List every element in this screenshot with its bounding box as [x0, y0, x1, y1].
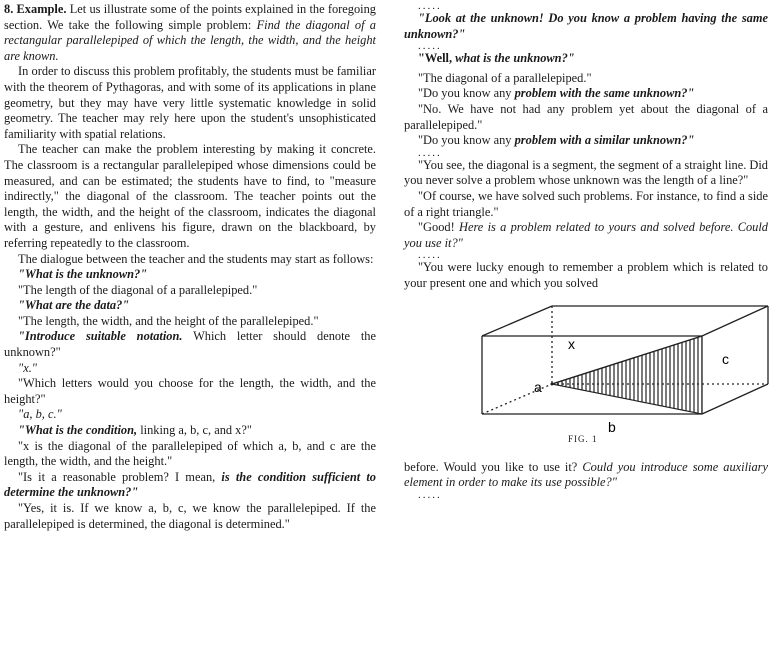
right-column [404, 2, 768, 500]
dialogue-line: "Well, what is the unknown?" [418, 51, 575, 66]
dialogue-line: "The length, the width, and the height of the parallelepiped." [18, 313, 319, 328]
dialogue-line: "You see, the diagonal is a segment, the segment of a straight line. Did you never solve a problem whose unknown was the length of a line?" [404, 157, 768, 188]
left-column [4, 2, 376, 532]
paragraph-dialogue-intro: The dialogue between the teacher and the students may start as follows: [18, 251, 374, 266]
label-a: a [534, 378, 542, 395]
dialogue-line: before. Would you like to use it? Could you introduce some auxiliary element in order to make its use possible?" [404, 459, 768, 490]
ellipsis-divider: ..... [418, 488, 442, 501]
ellipsis-divider: ..... [418, 249, 442, 262]
dialogue-line: "What is the unknown?" [18, 267, 148, 282]
ellipsis-divider: ..... [418, 0, 442, 12]
dialogue-line: "You were lucky enough to remember a problem which is related to your present one and which you solved [404, 260, 768, 290]
paragraph-classroom: The teacher can make the problem interesting by making it concrete. The classroom is a rectangular parallelepiped whose dimensions could be measured, and can be estimated; the students have to find, to "measure indirectly," the diagonal of the classroom. The teacher points out the length, the width, and the height of the classroom, indicates the diagonal with a gesture, and enlivens his figure, drawn on the blackboard, by referring repeatedly to the classroom. [4, 142, 376, 250]
paragraph-example: 8. Example. Let us illustrate some of the points explained in the foregoing section. We take the following simple problem: Find the diagonal of a rectangular parallelepiped of which the length, the width, and the height are known. [4, 2, 376, 63]
box-edge [702, 384, 768, 414]
dialogue-line: "Of course, we have solved such problems. For instance, to find a side of a right triangle." [404, 188, 768, 219]
vertex-point [551, 382, 554, 385]
dialogue-line: "Is it a reasonable problem? I mean, is the condition sufficient to determine the unknown?" [4, 469, 376, 500]
dialogue-line: "Good! Here is a problem related to yours and solved before. Could you use it?" [404, 220, 768, 250]
dialogue-line: "Which letters would you choose for the length, the width, and the height?" [4, 376, 376, 406]
figure-parallelepiped [404, 302, 768, 442]
paragraph-prerequisites: In order to discuss this problem profitably, the students must be familiar with the theorem of Pythagoras, and with some of its applications in plane geometry, but they may have very little systematic knowledge in solid geometry. The teacher may rely here upon the student's unsophisticated familiarity with spatial relations. [4, 64, 376, 141]
dialogue-line: "Do you know any problem with the same unknown?" [418, 86, 695, 101]
label-c: c [722, 350, 729, 367]
dialogue-line: "Yes, it is. If we know a, b, c, we know the parallelepiped. If the parallelepiped is determined, the diagonal is determined." [4, 501, 376, 531]
dialogue-line: "What are the data?" [18, 298, 130, 313]
dialogue-line: "The length of the diagonal of a parallelepiped." [18, 282, 258, 297]
ellipsis-divider: ..... [418, 146, 442, 159]
dialogue-line: "Look at the unknown! Do you know a problem having the same unknown?" [404, 11, 768, 41]
parallelepiped-diagram [472, 304, 772, 432]
dialogue-line: "The diagonal of a parallelepiped." [418, 70, 592, 85]
ellipsis-divider: ..... [418, 40, 442, 53]
dialogue-line: "No. We have not had any problem yet about the diagonal of a parallelepiped." [404, 101, 768, 132]
dialogue-line: "Introduce suitable notation. Which letter should denote the unknown?" [4, 329, 376, 360]
section-heading: 8. Example. [4, 2, 67, 16]
figure-caption: FIG. 1 [568, 433, 598, 444]
dialogue-line: "Do you know any problem with a similar unknown?" [418, 133, 695, 148]
label-x: x [568, 335, 575, 352]
dialogue-line: "What is the condition, linking a, b, c, and x?" [18, 423, 252, 438]
dialogue-line: "x is the diagonal of the parallelepiped of which a, b, and c are the length, the width, and the height." [4, 438, 376, 469]
dialogue-line: "x." [18, 360, 38, 375]
box-edge [702, 306, 768, 336]
label-b: b [608, 418, 616, 432]
dialogue-line: "a, b, c." [18, 407, 62, 422]
box-edge [482, 306, 552, 336]
